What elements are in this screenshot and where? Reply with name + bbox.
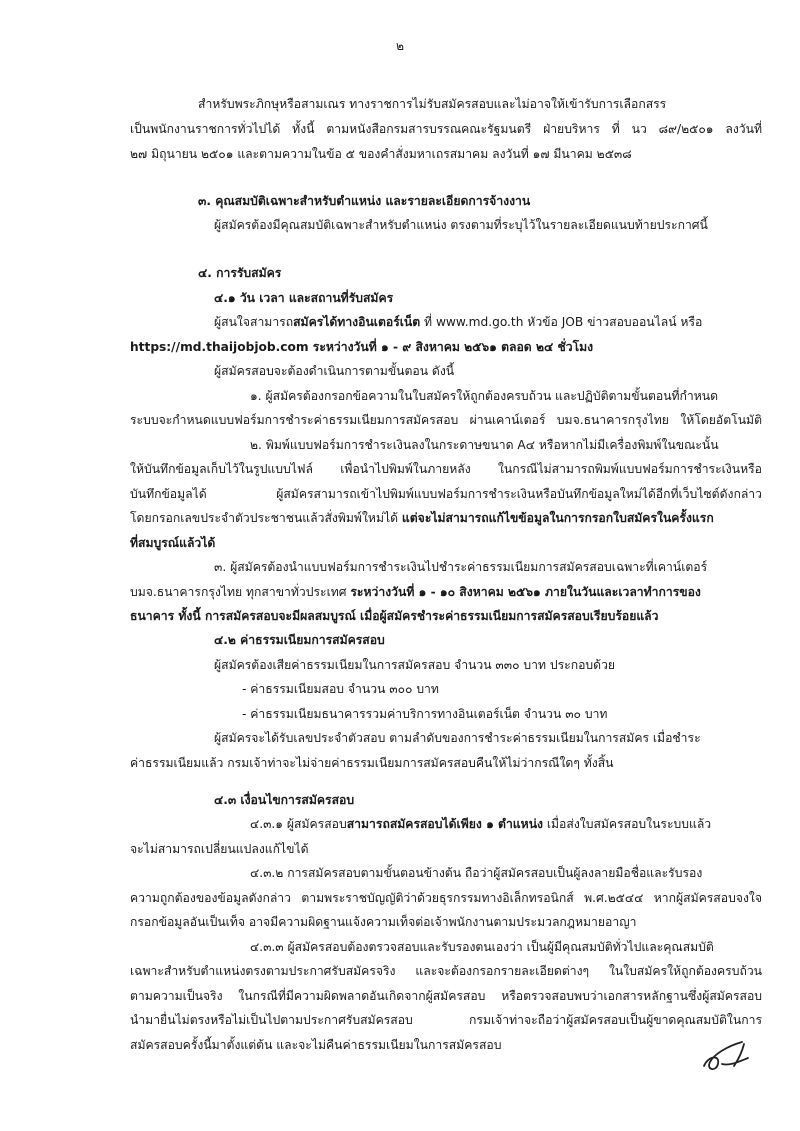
fee-item-2: - ค่าธรรมเนียมธนาคารรวมค่าบริการทางอินเตอร์เน็ต จำนวน ๓๐ บาท [242, 707, 608, 721]
condition-3-line-3: ตามความเป็นจริง ในกรณีที่มีความผิดพลาดอันเกิดจากผู้สมัครสอบ หรือตรวจสอบพบว่าเอกสารหลักฐานซึ่งผู้สมัครสอบ [130, 989, 762, 1003]
step-2-line-4 [130, 510, 714, 527]
step-3-line-2 [130, 584, 701, 601]
condition-3-line-1: ๔.๓.๓ ผู้สมัครสอบต้องตรวจสอบและรับรองตนเองว่า เป็นผู้มีคุณสมบัติทั่วไปและคุณสมบัติ [250, 940, 714, 954]
condition-1-line-1 [250, 816, 711, 833]
condition-3-line-5: สมัครสอบครั้งนี้มาตั้งแต่ต้น และจะไม่คืนค่าธรรมเนียมในการสมัครสอบ [130, 1038, 502, 1052]
step-2-line-1: ๒. พิมพ์แบบฟอร์มการชำระเงินลงในกระดาษขนาด A๔ หรือหากไม่มีเครื่องพิมพ์ในขณะนั้น [250, 438, 719, 452]
text-run-bold: ระหว่างวันที่ ๑ - ๙ สิงหาคม ๒๕๖๑ ตลอด ๒๔ ชั่วโมง [308, 340, 594, 354]
text-run-bold: สามารถสมัครสอบได้เพียง ๑ ตำแหน่ง [346, 817, 543, 831]
step-3-line-1: ๓. ผู้สมัครต้องนำแบบฟอร์มการชำระเงินไปชำระค่าธรรมเนียมการสมัครสอบเฉพาะที่เคาน์เตอร์ [214, 560, 708, 574]
text-run-bold: ระหว่างวันที่ ๑ - ๑๐ สิงหาคม ๒๕๖๑ ภายในวันและเวลาทำการของ [350, 585, 701, 599]
section-4-heading: ๔. การรับสมัคร [198, 266, 282, 280]
text-run: ที่ www.md.go.th หัวข้อ JOB ข่าวสอบออนไลน์ หรือ [420, 315, 703, 329]
intro-line-2: เป็นพนักงานราชการทั่วไปได้ ทั้งนี้ ตามหนังสือกรมสารบรรณคณะรัฐมนตรี ฝ่ายบริหาร ที่ นว ๘๙/๒๕๐๑ ลงวันที่ [130, 122, 762, 136]
section-4-3-heading: ๔.๓ เงื่อนไขการสมัครสอบ [214, 793, 355, 807]
text-run: ผู้สนใจสามารถ [214, 315, 294, 329]
text-run: ๔.๓.๑ ผู้สมัครสอบ [250, 817, 347, 831]
thaijobjob-url: https://md.thaijobjob.com [130, 340, 309, 354]
section-4-1-line-3: ผู้สมัครสอบจะต้องดำเนินการตามขั้นตอน ดังนี้ [214, 364, 455, 378]
text-run: เมื่อส่งใบสมัครสอบในระบบแล้ว [542, 817, 712, 831]
step-1-line-1: ๑. ผู้สมัครต้องกรอกข้อความในใบสมัครให้ถูกต้องครบถ้วน และปฏิบัติตามขั้นตอนที่กำหนด [250, 389, 719, 403]
section-4-2-line-3: ค่าธรรมเนียมแล้ว กรมเจ้าท่าจะไม่จ่ายค่าธรรมเนียมการสมัครสอบคืนให้ไม่ว่ากรณีใดๆ ทั้งสิ้น [130, 756, 614, 770]
signature-mark [698, 1036, 758, 1076]
page-number: ๒ [395, 39, 405, 53]
text-run-bold: แต่จะไม่สามารถแก้ไขข้อมูลในการกรอกใบสมัครในครั้งแรก [401, 511, 714, 525]
section-4-2-heading: ๔.๒ ค่าธรรมเนียมการสมัครสอบ [214, 633, 385, 647]
step-1-line-2: ระบบจะกำหนดแบบฟอร์มการชำระค่าธรรมเนียมการสมัครสอบ ผ่านเคาน์เตอร์ บมจ.ธนาคารกรุงไทย ให้โดยอัตโนมัติ [130, 413, 762, 427]
section-3-heading: ๓. คุณสมบัติเฉพาะสำหรับตำแหน่ง และรายละเอียดการจ้างงาน [198, 194, 531, 208]
section-4-1-heading: ๔.๑ วัน เวลา และสถานที่รับสมัคร [214, 291, 394, 305]
text-run: โดยกรอกเลขประจำตัวประชาชนแล้วสั่งพิมพ์ใหม่ได้ [130, 511, 402, 525]
step-2-line-3: บันทึกข้อมูลได้ ผู้สมัครสามารถเข้าไปพิมพ์แบบฟอร์มการชำระเงินหรือบันทึกข้อมูลใหม่ได้อีกที่เว็บไซต์ดังกล่าว [130, 487, 762, 501]
condition-3-line-2: เฉพาะสำหรับตำแหน่งตรงตามประกาศรับสมัครจริง และจะต้องกรอกรายละเอียดต่างๆ ในใบสมัครให้ถูกต้องครบถ้วน [130, 964, 762, 978]
step-2-line-2: ให้บันทึกข้อมูลเก็บไว้ในรูปแบบไฟล์ เพื่อนำไปพิมพ์ในภายหลัง ในกรณีไม่สามารถพิมพ์แบบฟอร์มการชำระเงินหรือ [130, 462, 762, 476]
section-4-2-line-1: ผู้สมัครต้องเสียค่าธรรมเนียมในการสมัครสอบ จำนวน ๓๓๐ บาท ประกอบด้วย [214, 658, 616, 672]
condition-2-line-3: กรอกข้อมูลอันเป็นเท็จ อาจมีความผิดฐานแจ้งความเท็จต่อเจ้าพนักงานตามประมวลกฎหมายอาญา [130, 915, 637, 929]
fee-item-1: - ค่าธรรมเนียมสอบ จำนวน ๓๐๐ บาท [242, 682, 439, 696]
text-run: บมจ.ธนาคารกรุงไทย ทุกสาขาทั่วประเทศ [130, 585, 351, 599]
intro-line-3: ๒๗ มิถุนายน ๒๕๐๑ และตามความในข้อ ๕ ของคำสั่งมหาเถรสมาคม ลงวันที่ ๑๗ มีนาคม ๒๕๓๘ [130, 147, 632, 161]
text-run-bold: สมัครได้ทางอินเตอร์เน็ต [293, 315, 421, 329]
condition-2-line-1: ๔.๓.๒ การสมัครสอบตามขั้นตอนข้างต้น ถือว่าผู้สมัครสอบเป็นผู้ลงลายมือชื่อและรับรอง [250, 866, 703, 880]
condition-1-line-2: จะไม่สามารถเปลี่ยนแปลงแก้ไขได้ [130, 842, 309, 856]
section-4-1-line-1 [214, 314, 702, 331]
intro-line-1: สำหรับพระภิกษุหรือสามเณร ทางราชการไม่รับสมัครสอบและไม่อาจให้เข้ารับการเลือกสรร [198, 97, 667, 111]
section-4-1-line-2 [130, 339, 593, 356]
step-2-line-5: ที่สมบูรณ์แล้วได้ [130, 536, 216, 550]
section-3-text: ผู้สมัครต้องมีคุณสมบัติเฉพาะสำหรับตำแหน่ง ตรงตามที่ระบุไว้ในรายละเอียดแนบท้ายประกาศนี้ [214, 218, 708, 232]
condition-2-line-2: ความถูกต้องของข้อมูลดังกล่าว ตามพระราชบัญญัติว่าด้วยธุรกรรมทางอิเล็กทรอนิกส์ พ.ศ.๒๕๔๔ หากผู้สมัครสอบจงใจ [130, 891, 762, 905]
section-4-2-line-2: ผู้สมัครจะได้รับเลขประจำตัวสอบ ตามลำดับของการชำระค่าธรรมเนียมในการสมัคร เมื่อชำระ [214, 731, 701, 745]
step-3-line-3: ธนาคาร ทั้งนี้ การสมัครสอบจะมีผลสมบูรณ์ เมื่อผู้สมัครชำระค่าธรรมเนียมการสมัครสอบเรียบร้อยแล้ว [130, 609, 659, 623]
condition-3-line-4: นำมายื่นไม่ตรงหรือไม่เป็นไปตามประกาศรับสมัครสอบ กรมเจ้าท่าจะถือว่าผู้สมัครสอบเป็นผู้ขาดคุณสมบัติในการ [130, 1013, 762, 1027]
